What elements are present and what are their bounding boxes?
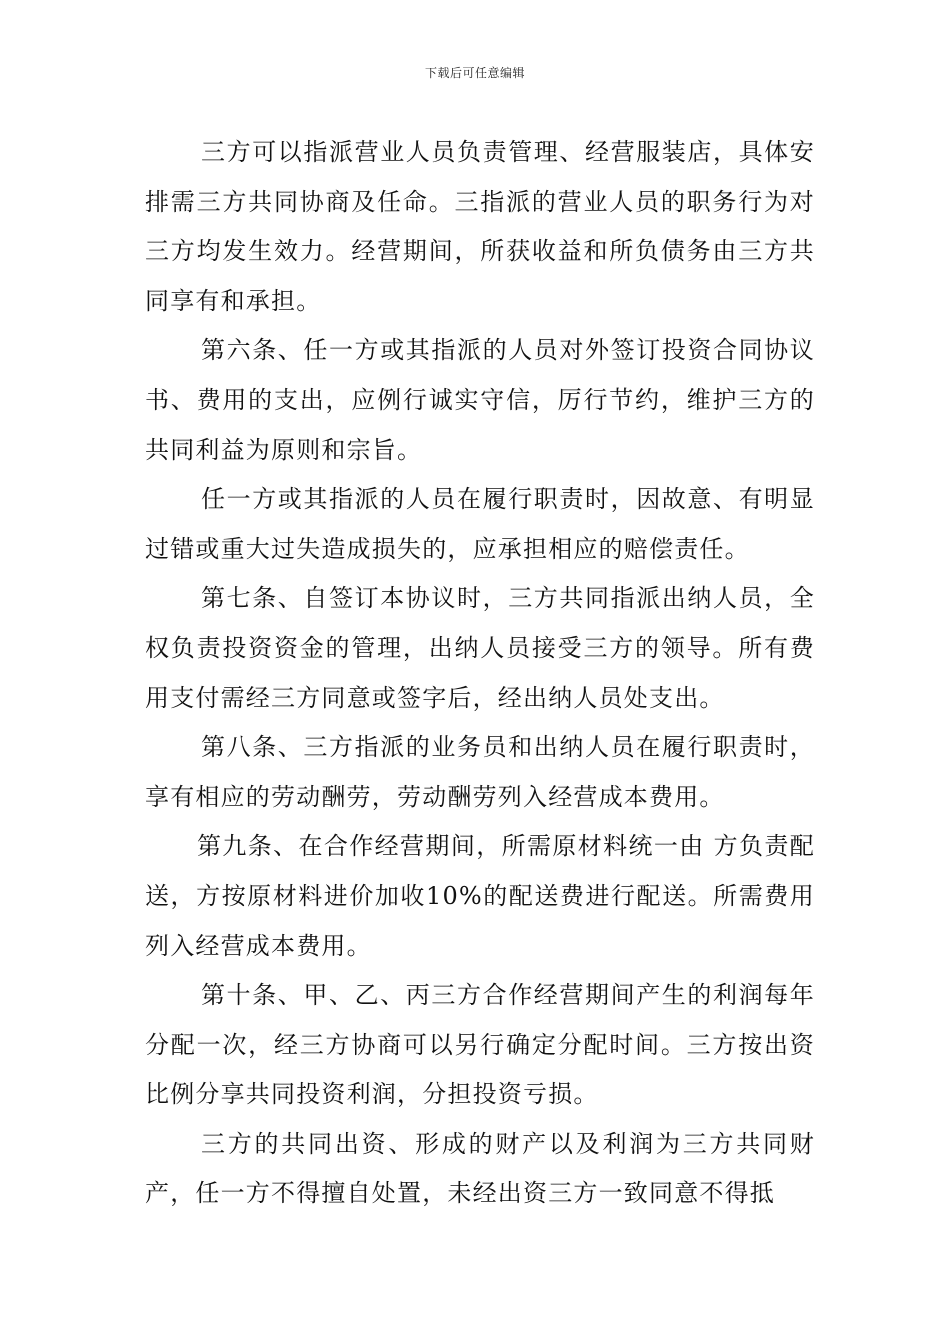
document-body <box>145 128 815 1219</box>
paragraph-joint-property: 三方的共同出资、形成的财产以及利润为三方共同财产，任一方不得擅自处置，未经出资三方一致同意不得抵 <box>145 1129 815 1208</box>
paragraph-article-6: 第六条、任一方或其指派的人员对外签订投资合同协议书、费用的支出，应例行诚实守信，厉行节约，维护三方的共同利益为原则和宗旨。 <box>145 336 815 464</box>
paragraph-management: 三方可以指派营业人员负责管理、经营服装店，具体安排需三方共同协商及任命。三指派的营业人员的职务行为对三方均发生效力。经营期间，所获收益和所负债务由三方共同享有和承担。 <box>145 138 815 315</box>
paragraph-article-8: 第八条、三方指派的业务员和出纳人员在履行职责时，享有相应的劳动酬劳，劳动酬劳列入经营成本费用。 <box>145 733 815 811</box>
paragraph-article-10: 第十条、甲、乙、丙三方合作经营期间产生的利润每年分配一次，经三方协商可以另行确定分配时间。三方按出资比例分享共同投资利润，分担投资亏损。 <box>145 981 815 1109</box>
paragraph-liability: 任一方或其指派的人员在履行职责时，因故意、有明显过错或重大过失造成损失的，应承担相应的赔偿责任。 <box>145 485 815 563</box>
paragraph-article-7: 第七条、自签订本协议时，三方共同指派出纳人员，全权负责投资资金的管理，出纳人员接受三方的领导。所有费用支付需经三方同意或签字后，经出纳人员处支出。 <box>145 584 815 712</box>
page-header: 下载后可任意编辑 <box>424 66 525 80</box>
paragraph-article-9: 第九条、在合作经营期间，所需原材料统一由 方负责配送，方按原材料进价加收10%的配送费进行配送。所需费用列入经营成本费用。 <box>145 832 815 960</box>
